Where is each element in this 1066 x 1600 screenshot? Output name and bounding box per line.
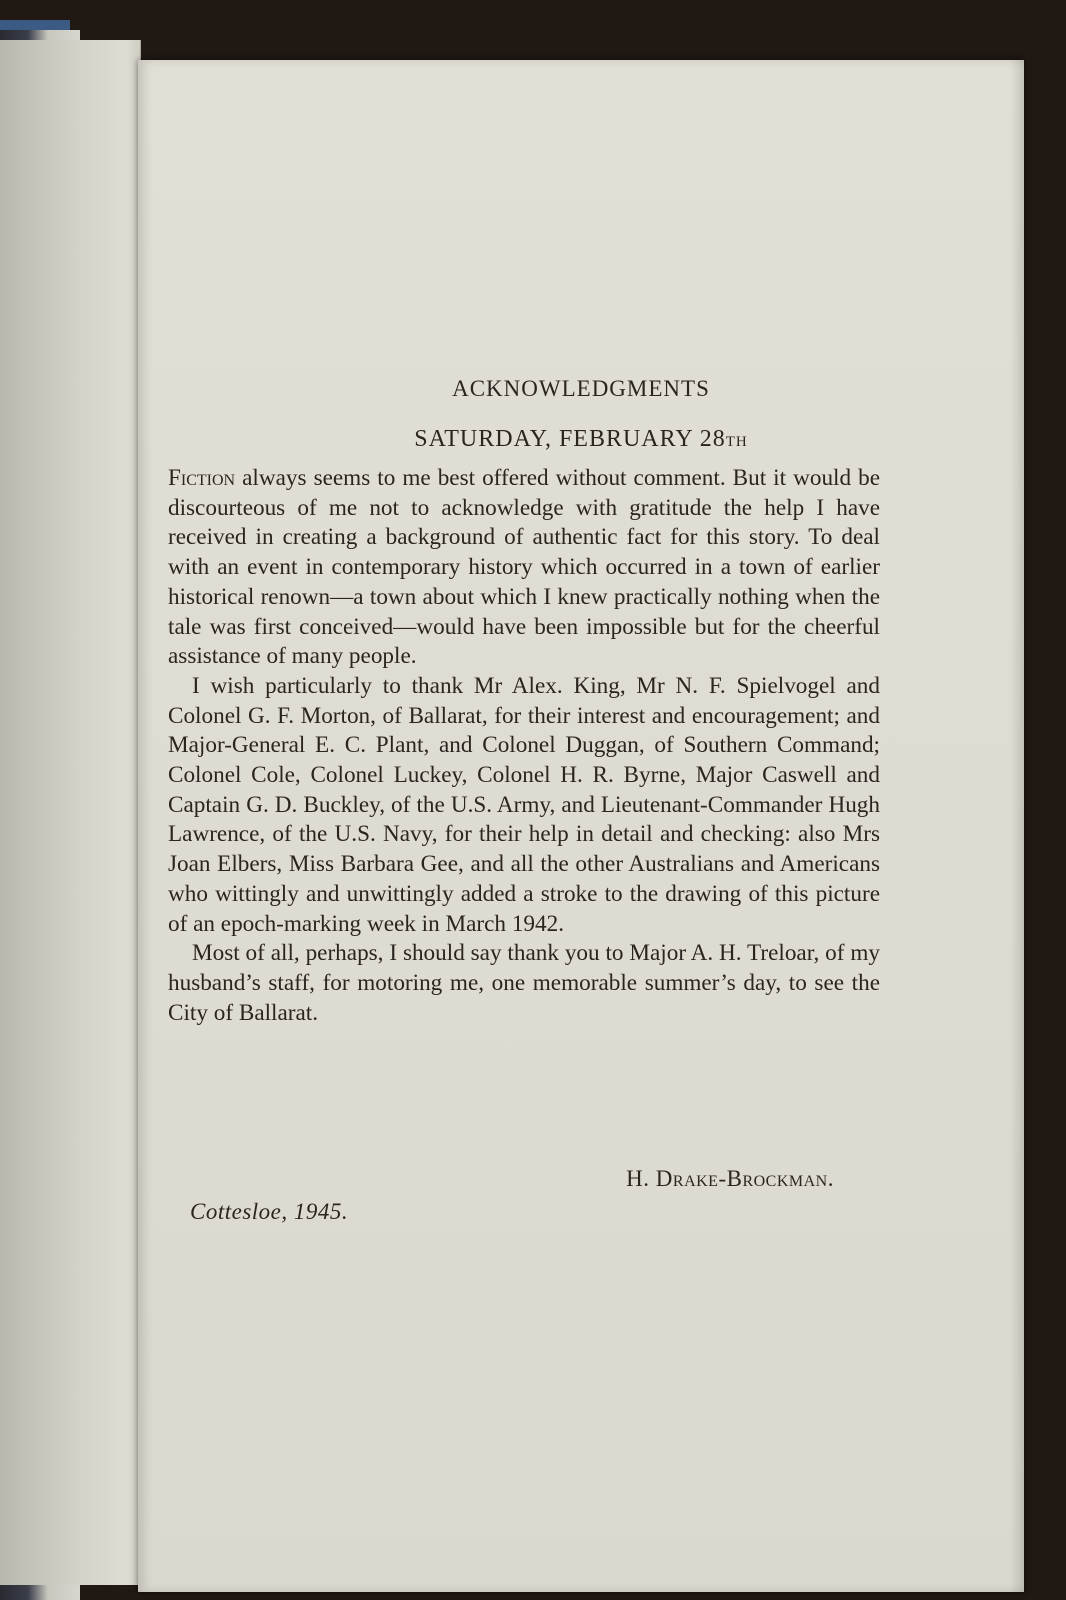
- page-subtitle: [138, 426, 1024, 453]
- subtitle-suffix: TH: [725, 434, 748, 450]
- paragraph-1: [168, 464, 880, 672]
- author-signature: H. Drake-Brockman.: [626, 1166, 834, 1191]
- previous-page-edge: [0, 40, 141, 1585]
- paragraph-1-lead: Fiction: [168, 465, 236, 491]
- subtitle-main: SATURDAY, FEBRUARY 28: [414, 426, 726, 452]
- place-and-date: Cottesloe, 1945.: [190, 1199, 349, 1224]
- paragraph-1-text: always seems to me best offered without comment. But it would be discourteous of me not to acknowledge with gratitude the help I have received in creating a background of authentic fact for this story. To deal with an event in contemporary history which occurred in a town of earlier historical renown—a town about which I knew practically nothing when the tale was first conceived—would have been impossible but for the cheerful assistance of many people.: [168, 465, 880, 670]
- paragraph-2: I wish particularly to thank Mr Alex. King, Mr N. F. Spielvogel and Colonel G. F. Morton, of Ballarat, for their interest and encouragement; and Major-General E. C. Plant, and Colonel Duggan, of Southern Command; Colonel Cole, Colonel Luckey, Colonel H. R. Byrne, Major Caswell and Captain G. D. Buckley, of the U.S. Army, and Lieutenant-Commander Hugh Lawrence, of the U.S. Navy, for their help in detail and checking: also Mrs Joan Elbers, Miss Barbara Gee, and all the other Australians and Americans who wittingly and unwittingly added a stroke to the drawing of this picture of an epoch-marking week in March 1942.: [168, 672, 880, 937]
- page-edge-shadow: [1010, 60, 1024, 1592]
- page-title: ACKNOWLEDGMENTS: [452, 376, 710, 401]
- acknowledgments-body: [168, 464, 880, 1028]
- book-page: [138, 60, 1024, 1592]
- paragraph-3: Most of all, perhaps, I should say thank you to Major A. H. Treloar, of my husband’s staff, for motoring me, one memorable summer’s day, to see the City of Ballarat.: [168, 940, 880, 1026]
